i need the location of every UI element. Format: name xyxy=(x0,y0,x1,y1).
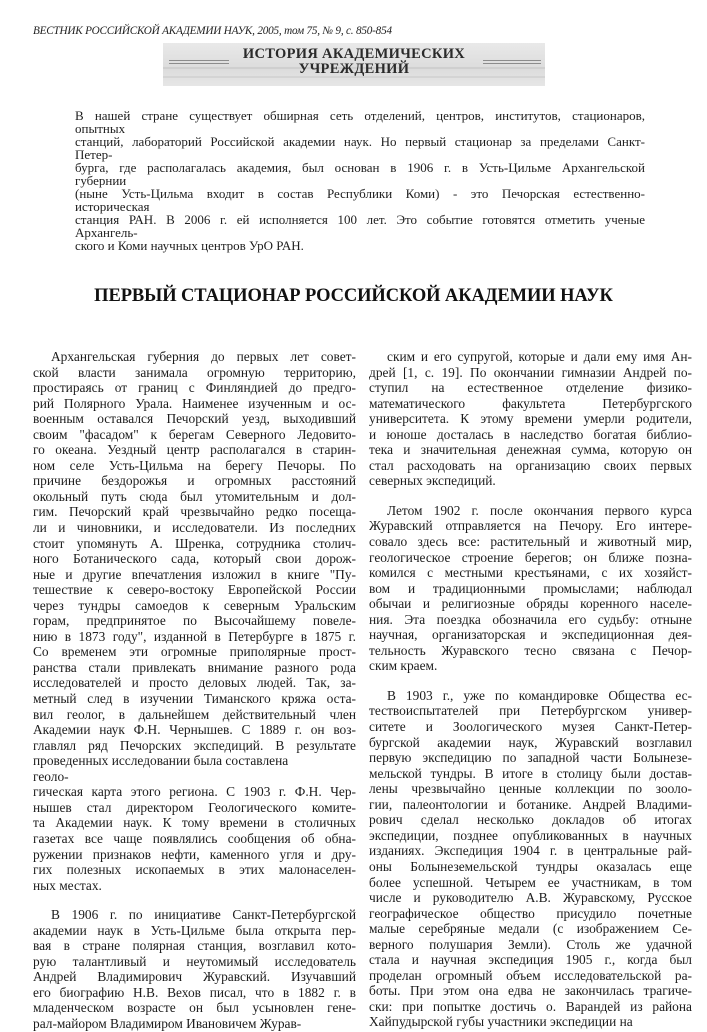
text-line: вая в стране полярная станция, возглавил кото- xyxy=(33,938,356,954)
abstract-wrap-fragment: губернии xyxy=(75,173,127,188)
section-banner xyxy=(163,43,545,86)
text-line: дрей [1, с. 19]. По окончании гимназии Андрей по- xyxy=(369,364,692,380)
paragraph-gap xyxy=(369,489,692,503)
text-line: нышев стал директором Геологического комите- xyxy=(33,799,356,815)
text-line: лены чрезвычайно ценные коллекции по зооло- xyxy=(369,781,692,797)
abstract-wrap-fragment: опытных xyxy=(75,121,126,136)
text-line: ли и чиновники, и исследователи. Из последних xyxy=(33,520,356,536)
text-line: ски: при попытке достичь о. Варандей из района xyxy=(369,998,692,1014)
text-line: ранства стали привлекать внимание разного рода xyxy=(33,659,356,675)
paragraph xyxy=(33,907,356,1031)
abstract-wrap-fragment: историческая xyxy=(75,199,150,214)
text-line: геоло- xyxy=(33,768,69,784)
text-line: геологическое строение берегов; он ближе позна- xyxy=(369,549,692,565)
text-line: обычаи и религиозные обряды коренного населе- xyxy=(369,596,692,612)
abstract-line: бурга, где располагалась академия, был основан в 1906 г. в Усть-Цильме Архангельской xyxy=(75,160,645,175)
text-line: В 1903 г., уже по командировке Общества ес- xyxy=(387,687,692,703)
text-line: числе и руководителю А.В. Журавскому, Русское xyxy=(369,890,692,906)
text-line: оны Болынеземельской тундры оказалась еще xyxy=(369,858,692,874)
text-line: мельской тундры. В итоге в столицу были достав- xyxy=(369,765,692,781)
text-line: ским краем. xyxy=(369,658,438,674)
paragraph-gap xyxy=(33,893,356,907)
text-line: проведенных исследовании была составлена xyxy=(33,753,289,769)
text-line: тешествие к северо-востоку Европейской России xyxy=(33,582,356,598)
text-line: вом и традиционными промыслами; наблюдал xyxy=(369,580,692,596)
text-line: ским и его супругой, которые и дали ему имя Ан- xyxy=(387,349,692,364)
text-line: ном селе Усть-Цильма на берегу Печоры. По xyxy=(33,457,356,473)
text-line: первую экспедицию по западной части Болынезе- xyxy=(369,750,692,766)
column-left xyxy=(33,349,356,1032)
text-line: ской власти занимала огромную территорию, xyxy=(33,364,356,380)
paragraph xyxy=(369,349,692,489)
text-line: гих полезных ископаемых в этих малонаселен- xyxy=(33,862,356,878)
text-line: ситете и Зоологического музея Санкт-Петер- xyxy=(369,719,692,735)
text-line: Академии наук Ф.Н. Чернышев. С 1889 г. он воз- xyxy=(33,722,356,738)
text-line: стал расходовать на организацию своих первых xyxy=(369,457,692,473)
text-line: го океана. Уездный центр располагался в старин- xyxy=(33,442,356,458)
text-line: газетах все чаще появлялись сообщения об обна- xyxy=(33,830,356,846)
text-line: та Академии наук. К тому времени в столичных xyxy=(33,815,356,831)
text-line: верного полушария Земли). Столь же удачной xyxy=(369,936,692,952)
text-line: стоит упомянуть А. Шренка, сотрудника столич- xyxy=(33,535,356,551)
text-line: ные и другие впечатления изложил в книге "Пу- xyxy=(33,566,356,582)
abstract xyxy=(75,109,645,252)
text-line: ния. Эта поездка обозначила его судьбу: отныне xyxy=(369,611,692,627)
text-line: причине бездорожья и огромных расстояний xyxy=(33,473,356,489)
text-line: гическая карта этого региона. С 1903 г. Ф.Н. Чер- xyxy=(33,784,356,800)
text-line: В 1906 г. по инициативе Санкт-Петербургской xyxy=(51,907,356,923)
text-line: географическое общество присудило почетные xyxy=(369,905,692,921)
text-line: ружении признаков нефти, каменного угля и дру- xyxy=(33,846,356,862)
text-line: рович сделал несколько докладов об итогах xyxy=(369,812,692,828)
text-line: боты. При этом она едва не закончилась трагиче- xyxy=(369,983,692,999)
text-line: комился с местными крестьянами, с их хозяйст- xyxy=(369,565,692,581)
text-line: рал-майором Владимиром Ивановичем Журав- xyxy=(33,1015,302,1031)
paragraph-gap xyxy=(369,674,692,688)
text-line: академии наук в Усть-Цильме была открыта пер- xyxy=(33,922,356,938)
text-line: проделан огромный объем исследовательской ра- xyxy=(369,967,692,983)
text-line: простираясь от границ с Финляндией до предго- xyxy=(33,380,356,396)
text-line: изданиях. Экспедиция 1904 г. в центральные рай- xyxy=(369,843,692,859)
abstract-line: станций, лабораторий Российской академии наук. Но первый стационар за пределами Санкт- xyxy=(75,134,645,149)
paragraph xyxy=(369,503,692,674)
section-title-line1: ИСТОРИЯ АКАДЕМИЧЕСКИХ xyxy=(242,46,466,62)
text-line: ных местах. xyxy=(33,877,102,893)
text-line: более успешной. Четырем ее участникам, в том xyxy=(369,874,692,890)
abstract-line: В нашей стране существует обширная сеть отделений, центров, институтов, стационаров, xyxy=(75,108,645,123)
text-line: тельность Журавского тесно связана с Печор- xyxy=(369,642,692,658)
column-right xyxy=(369,349,692,1030)
text-line: экспедиции, позднее опубликованных в научных xyxy=(369,827,692,843)
text-line: рую талантливый и неутомимый исследователь xyxy=(33,953,356,969)
section-title-line2: УЧРЕЖДЕНИЙ xyxy=(298,61,410,77)
abstract-wrap-fragment: Архангель- xyxy=(75,225,138,240)
text-line: гим. Печорский край чрезвычайно редко посеща- xyxy=(33,504,356,520)
text-line: и юноше досталась в наследство богатая библио- xyxy=(369,426,692,442)
abstract-line: (ныне Усть-Цильма входит в состав Республики Коми) - это Печорская естественно- xyxy=(75,186,645,201)
text-line: военным оставался Печорский уезд, выходивший xyxy=(33,411,356,427)
text-line: исследователей и просто деловых людей. Так, за- xyxy=(33,675,356,691)
text-line: нию в 1873 году", изданной в Петербурге в 1875 г. xyxy=(33,628,356,644)
text-line: его биографию Н.В. Вехов писал, что в 1882 г. в xyxy=(33,984,356,1000)
text-line: математического факультета Петербургского xyxy=(369,395,692,411)
text-line: Летом 1902 г. после окончания первого курса xyxy=(387,502,692,518)
abstract-wrap-fragment: Петер- xyxy=(75,147,113,162)
text-line: гии, палеонтологии и ботанике. Андрей Владими- xyxy=(369,796,692,812)
text-line: северных экспедиций. xyxy=(369,473,496,489)
paragraph xyxy=(33,349,356,893)
abstract-line: станция РАН. В 2006 г. ей исполняется 100 лет. Это событие готовятся отметить ученые xyxy=(75,212,645,227)
text-line: Андрей Владимирович Журавский. Изучавший xyxy=(33,969,356,985)
text-line: университета. К этому времени умерли родители, xyxy=(369,411,692,427)
text-line: своим "фасадом" к берегам Северного Ледовито- xyxy=(33,426,356,442)
text-line: Журавский отправляется на Печору. Его интере- xyxy=(369,518,692,534)
text-line: научная, организаторская и экспедиционная дея- xyxy=(369,627,692,643)
text-line: бургской академии наук, Журавский возглавил xyxy=(369,734,692,750)
abstract-line: ского и Коми научных центров УрО РАН. xyxy=(75,238,304,253)
section-title xyxy=(163,47,545,77)
text-line: ступил на естественное отделение физико- xyxy=(369,380,692,396)
paragraph xyxy=(369,688,692,1030)
text-line: главлял ряд Печорских экспедиций. В результате xyxy=(33,737,356,753)
text-line: вил геолог, в дальнейшем действительный член xyxy=(33,706,356,722)
running-head: ВЕСТНИК РОССИЙСКОЙ АКАДЕМИИ НАУК, 2005, том 75, № 9, с. 850-854 xyxy=(33,25,392,37)
text-line: Архангельская губерния до первых лет совет- xyxy=(51,349,356,364)
text-line: рий Полярного Урала. Наименее изученным и ос- xyxy=(33,395,356,411)
text-line: ного Ботанического сада, который свои дорож- xyxy=(33,551,356,567)
text-line: через тундры самоедов к северным Уральским xyxy=(33,597,356,613)
text-line: Хайпудырской губы участники экспедиции на xyxy=(369,1014,633,1030)
text-line: метный след в изучении Тиманского кряжа оста- xyxy=(33,691,356,707)
text-line: совало здесь все: растительный и животный мир, xyxy=(369,534,692,550)
text-line: горам, предпринятое по Высочайшему повеле- xyxy=(33,613,356,629)
text-line: тека и значительная денежная сумма, которую он xyxy=(369,442,692,458)
text-line: стала и научная экспедиция 1905 г., когда был xyxy=(369,952,692,968)
text-line: окольный путь сюда был утомительным и дол- xyxy=(33,488,356,504)
text-line: малые серебряные медали (с изображением Се- xyxy=(369,921,692,937)
text-line: младенческом возрасте он был усыновлен гене- xyxy=(33,1000,356,1016)
text-line: Со временем эти огромные приполярные прост- xyxy=(33,644,356,660)
article-title: ПЕРВЫЙ СТАЦИОНАР РОССИЙСКОЙ АКАДЕМИИ НАУК xyxy=(94,286,613,306)
text-line: тествоиспытателей при Петербургском универ- xyxy=(369,703,692,719)
